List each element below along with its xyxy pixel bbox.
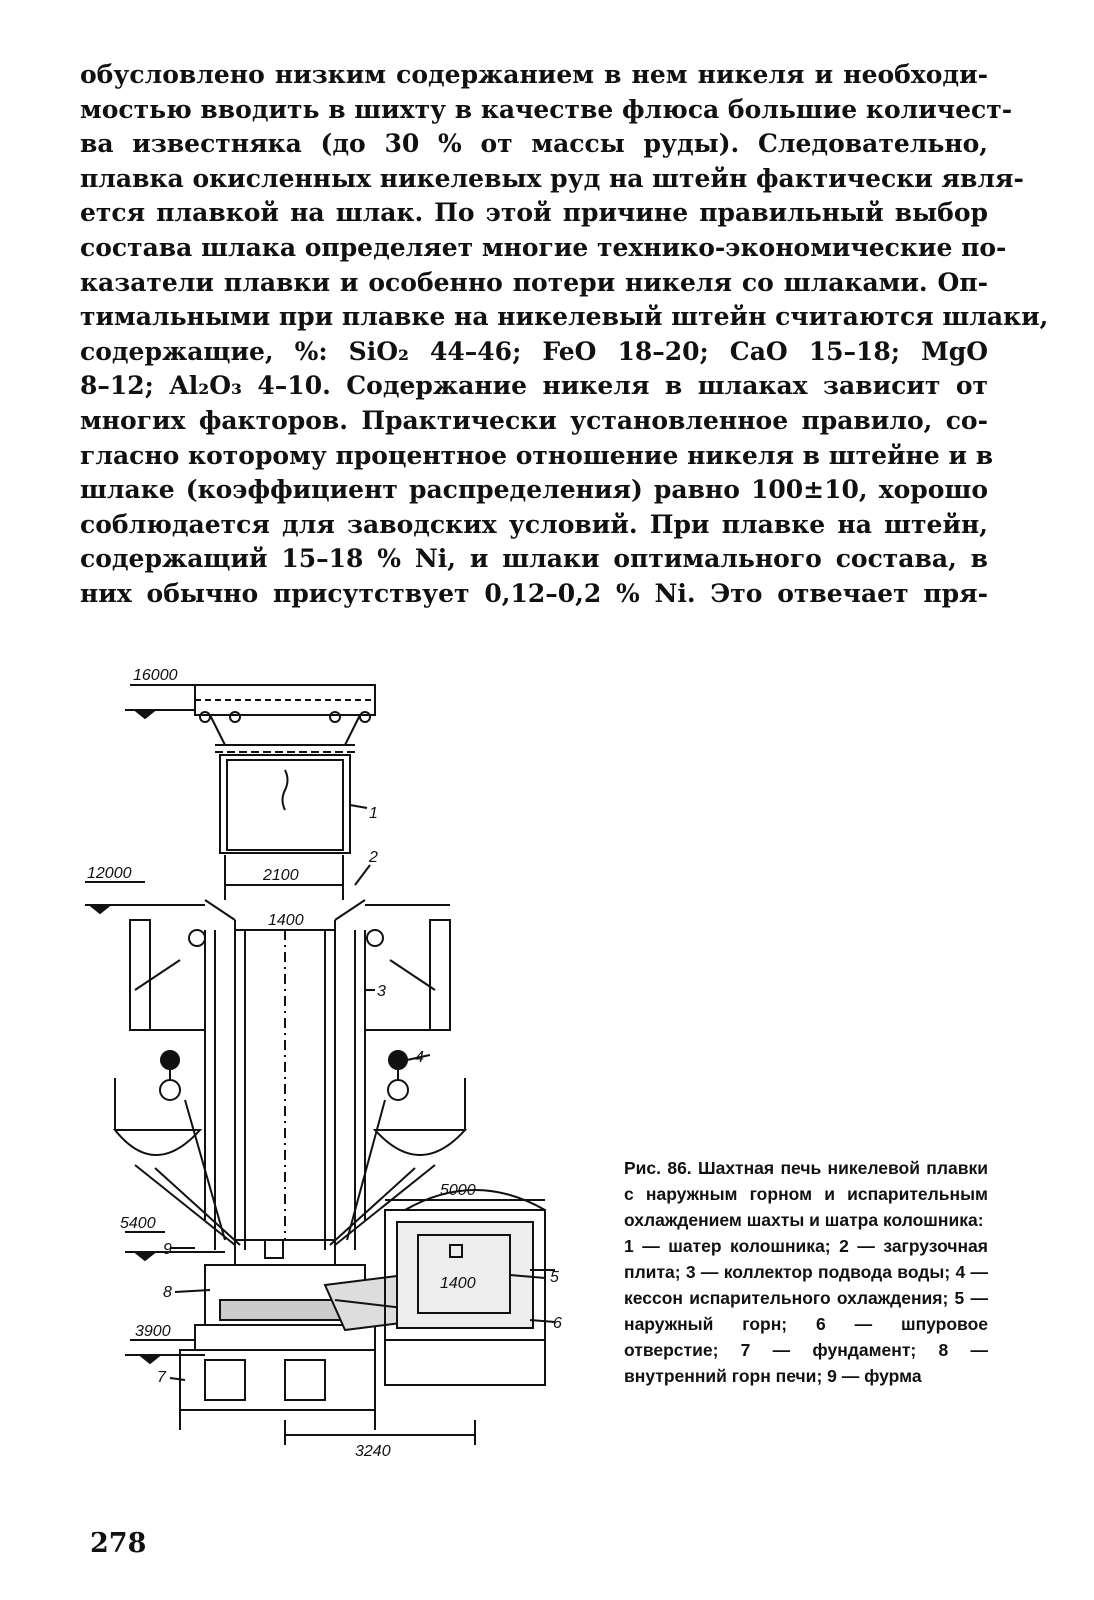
- top-frame: [195, 685, 375, 752]
- page-number: 278: [90, 1528, 147, 1559]
- callout-label: 6: [553, 1315, 562, 1332]
- dimension-label: 5000: [440, 1182, 476, 1199]
- text-line: содержащие, %: SiO₂ 44–46; FeO 18–20; CaO 15–18; MgO: [80, 336, 988, 366]
- text-line: ется плавкой на шлак. По этой причине правильный выбор: [80, 198, 988, 228]
- text-line: плавка окисленных никелевых руд на штейн фактически явля-: [80, 163, 1024, 193]
- callout-label: 8: [163, 1284, 172, 1301]
- text-line: тимальными при плавке на никелевый штейн считаются шлаки,: [80, 302, 1049, 332]
- dimension-label: 3240: [355, 1443, 391, 1460]
- hood-1: [220, 755, 367, 853]
- callout-label: 2: [369, 849, 378, 866]
- callout-label: 3: [377, 983, 386, 1000]
- body-text: [80, 58, 1049, 612]
- foundation: [175, 1340, 375, 1430]
- furnace-drawing: [85, 660, 600, 1480]
- elevation-label: 3900: [135, 1323, 171, 1340]
- text-line: казатели плавки и особенно потери никеля со шлаками. Оп-: [80, 267, 988, 297]
- caisson-valves: [160, 1051, 430, 1100]
- text-line: состава шлака определяет многие технико-экономические по-: [80, 232, 1007, 262]
- text-line: мостью вводить в шихту в качестве флюса большие количест-: [80, 94, 1013, 124]
- text-line: соблюдается для заводских условий. При плавке на штейн,: [80, 509, 988, 539]
- text-line: содержащий 15–18 % Ni, и шлаки оптимального состава, в: [80, 544, 988, 574]
- callout-label: 4: [415, 1049, 424, 1066]
- text-line: гласно которому процентное отношение никеля в штейне и в: [80, 440, 994, 470]
- elevation-label: 12000: [87, 865, 132, 882]
- elevation-label: 5400: [120, 1215, 156, 1232]
- callout-label: 5: [550, 1269, 559, 1286]
- text-line: ва известняка (до 30 % от массы руды). Следовательно,: [80, 129, 988, 159]
- wind-boxes: [115, 1078, 465, 1245]
- caption-legend: 1 — шатер колошника; 2 — загрузочная плита; 3 — коллектор подвода воды; 4 — кессон испарительного охлаждения; 5 — наружный горн; 6 — шпуровое отверстие; 7 — фундамент; 8 — внутренний горн печи; 9 — фурма: [624, 1236, 988, 1386]
- text-line: шлаке (коэффициент распределения) равно 100±10, хорошо: [80, 475, 988, 505]
- dimension-label: 1400: [268, 912, 304, 929]
- figure-caption: [624, 1155, 988, 1389]
- text-line: них обычно присутствует 0,12–0,2 % Ni. Это отвечает пря-: [80, 578, 988, 608]
- text-line: 8–12; Al₂O₃ 4–10. Содержание никеля в шлаках зависит от: [80, 371, 988, 401]
- text-line: многих факторов. Практически установленное правило, со-: [80, 405, 988, 435]
- text-line: обусловлено низким содержанием в нем никеля и необходи-: [80, 60, 988, 89]
- callout-label: 7: [157, 1369, 166, 1386]
- caption-title: Рис. 86. Шахтная печь никелевой плавки с наружным горном и испарительным охлаждением шахты и шатра колошника:: [624, 1158, 988, 1230]
- dimension-label: 2100: [263, 867, 299, 884]
- callout-label: 1: [369, 805, 378, 822]
- elevation-label: 16000: [133, 667, 178, 684]
- dimension-label: 1400: [440, 1275, 476, 1292]
- callout-label: 9: [163, 1241, 172, 1258]
